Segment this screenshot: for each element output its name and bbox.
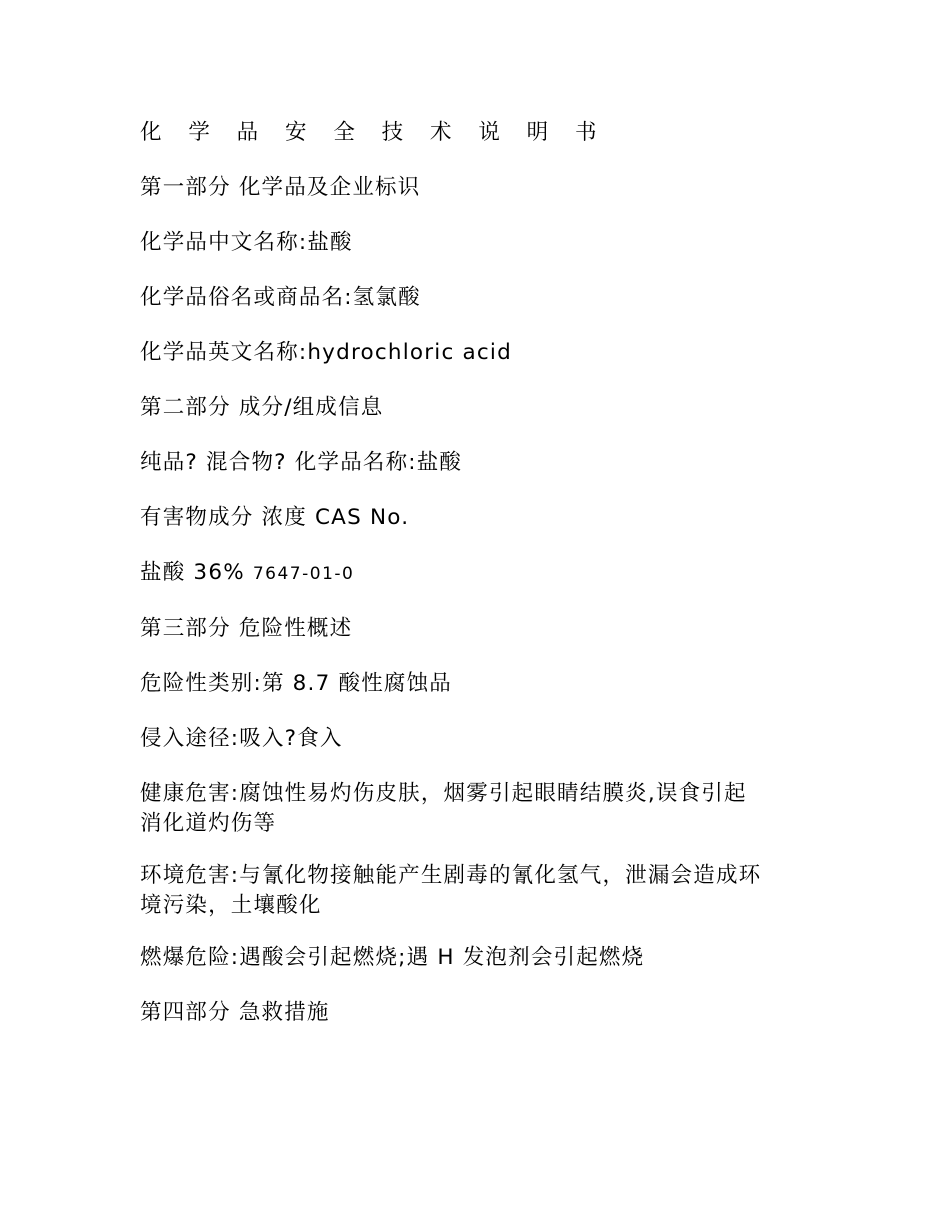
pure-mixture-line: 纯品? 混合物? 化学品名称:盐酸 bbox=[140, 450, 463, 475]
ingredient-cas-number: 7647-01-0 bbox=[252, 564, 355, 584]
ingredient-name-concentration: 盐酸 36% bbox=[140, 560, 253, 585]
section-2-heading: 第二部分 成分/组成信息 bbox=[140, 395, 384, 420]
fire-hazard-line: 燃爆危险:遇酸会引起燃烧;遇 H 发泡剂会引起燃烧 bbox=[140, 945, 645, 970]
hazard-class-line: 危险性类别:第 8.7 酸性腐蚀品 bbox=[140, 671, 453, 696]
common-name-line: 化学品俗名或商品名:氢氯酸 bbox=[140, 285, 421, 310]
section-4-heading: 第四部分 急救措施 bbox=[140, 1000, 330, 1025]
document-title: 化 学 品 安 全 技 术 说 明 书 bbox=[140, 120, 607, 145]
chinese-name-line: 化学品中文名称:盐酸 bbox=[140, 230, 353, 255]
section-1-heading: 第一部分 化学品及企业标识 bbox=[140, 175, 421, 200]
section-3-heading: 第三部分 危险性概述 bbox=[140, 616, 353, 641]
ingredient-row bbox=[140, 558, 820, 589]
env-hazard-line-1: 环境危害:与氰化物接触能产生剧毒的氰化氢气，泄漏会造成环 bbox=[140, 863, 762, 888]
document-page bbox=[140, 118, 820, 1053]
exposure-route-line: 侵入途径:吸入?食入 bbox=[140, 726, 343, 751]
english-name-line: 化学品英文名称:hydrochloric acid bbox=[140, 340, 512, 365]
env-hazard-line-2: 境污染，土壤酸化 bbox=[140, 893, 322, 918]
ingredient-header-line: 有害物成分 浓度 CAS No. bbox=[140, 505, 410, 530]
health-hazard-line-1: 健康危害:腐蚀性易灼伤皮肤，烟雾引起眼睛结膜炎,误食引起 bbox=[140, 781, 747, 806]
health-hazard-line-2: 消化道灼伤等 bbox=[140, 811, 277, 836]
